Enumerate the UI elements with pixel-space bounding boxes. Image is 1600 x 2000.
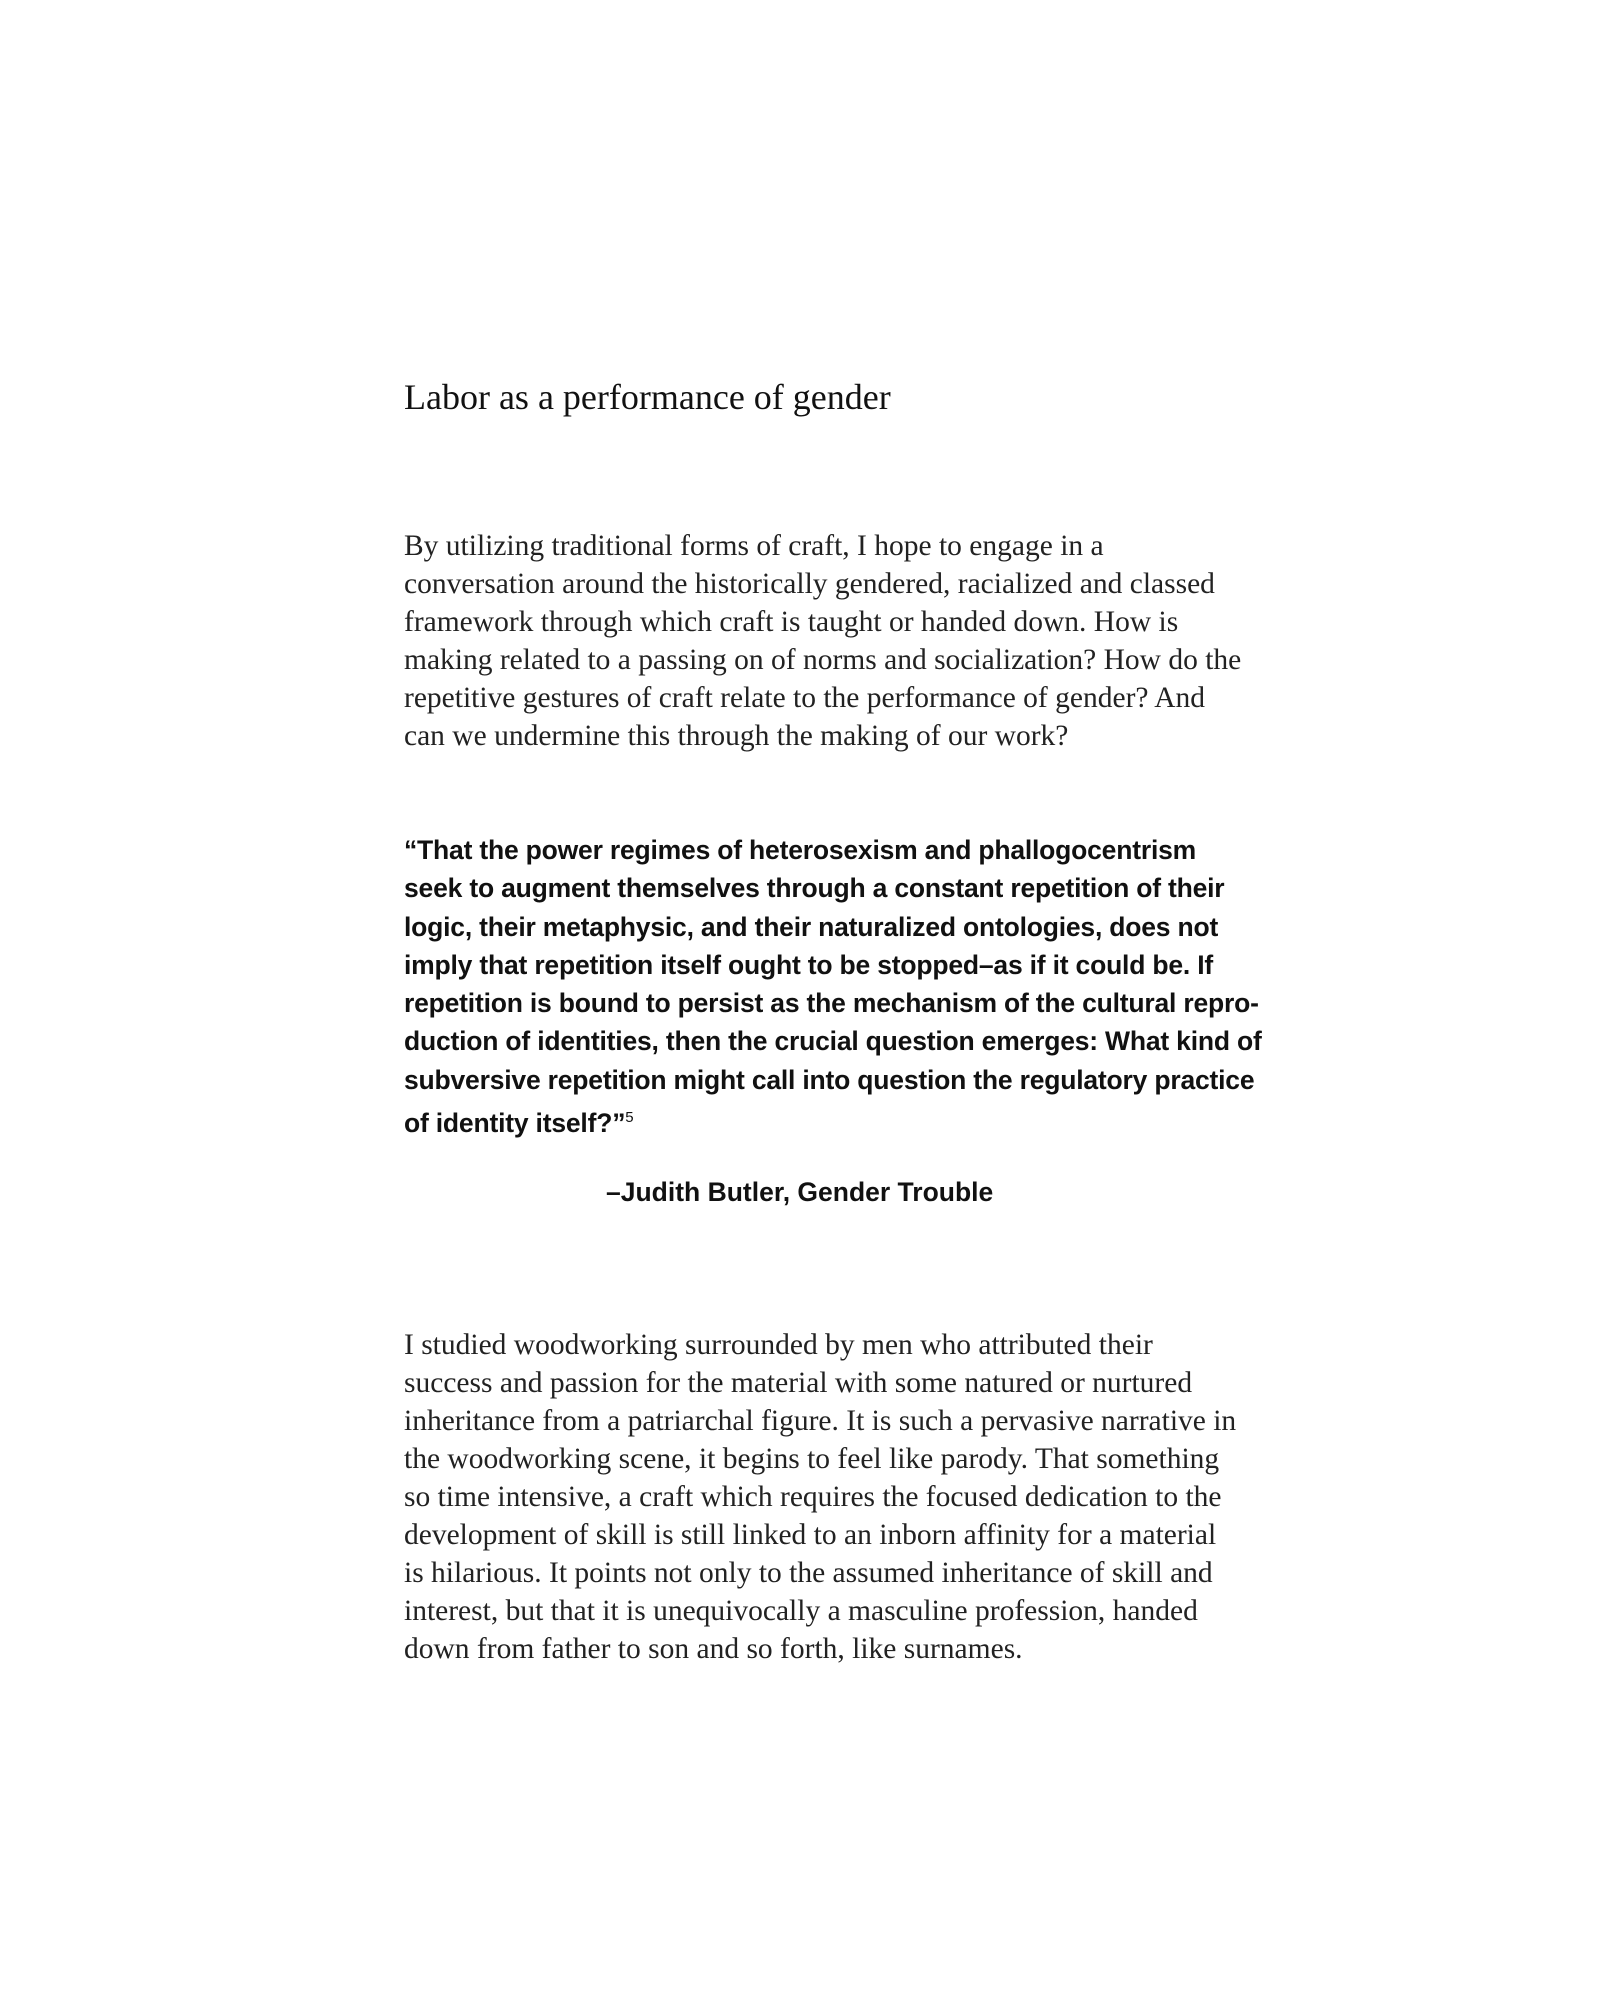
footnote-marker: 5 [625, 1109, 634, 1127]
paragraph-line: inheritance from a patriarchal figure. It is such a pervasive narrative in [404, 1405, 1237, 1437]
paragraph-line: the woodworking scene, it begins to feel like parody. That something [404, 1443, 1220, 1475]
quote-line: “That the power regimes of heterosexism and phallogocentrism [404, 835, 1197, 865]
paragraph-line: conversation around the historically gendered, racialized and classed [404, 568, 1215, 600]
quote-line: logic, their metaphysic, and their naturalized ontologies, does not [404, 911, 1219, 942]
paragraph-line: repetitive gestures of craft relate to the performance of gender? And [404, 682, 1206, 714]
intro-paragraph [404, 527, 1241, 755]
quote-line: seek to augment themselves through a constant repetition of their [404, 873, 1225, 904]
paragraph-line: By utilizing traditional forms of craft, I hope to engage in a [404, 530, 1104, 562]
paragraph-line: making related to a passing on of norms and socialization? How do the [404, 644, 1242, 676]
quote-line: imply that repetition itself ought to be stopped–as if it could be. If [404, 949, 1214, 980]
paragraph-line: down from father to son and so forth, like surnames. [404, 1633, 1023, 1665]
paragraph-line: framework through which craft is taught or handed down. How is [404, 606, 1179, 638]
paragraph-line: can we undermine this through the making of our work? [404, 720, 1069, 752]
quote-line: duction of identities, then the crucial question emerges: What kind of [404, 1026, 1262, 1057]
section-heading: Labor as a performance of gender [404, 377, 891, 417]
paragraph-line: interest, but that it is unequivocally a masculine profession, handed [404, 1595, 1198, 1627]
block-quote [404, 831, 1262, 1142]
paragraph-line: so time intensive, a craft which requires the focused dedication to the [404, 1481, 1222, 1513]
quote-attribution: –Judith Butler, Gender Trouble [606, 1177, 994, 1207]
quote-line-text: of identity itself?” [404, 1108, 626, 1139]
paragraph-line: is hilarious. It points not only to the assumed inheritance of skill and [404, 1557, 1213, 1589]
woodworking-paragraph [404, 1326, 1236, 1668]
quote-line: repetition is bound to persist as the mechanism of the cultural repro- [404, 988, 1259, 1019]
paragraph-line: success and passion for the material with some natured or nurtured [404, 1367, 1193, 1399]
quote-line: subversive repetition might call into question the regulatory practice [404, 1064, 1255, 1095]
quote-line-last [404, 1099, 1262, 1142]
paragraph-line: development of skill is still linked to an inborn affinity for a material [404, 1519, 1217, 1551]
paragraph-line: I studied woodworking surrounded by men who attributed their [404, 1329, 1153, 1361]
